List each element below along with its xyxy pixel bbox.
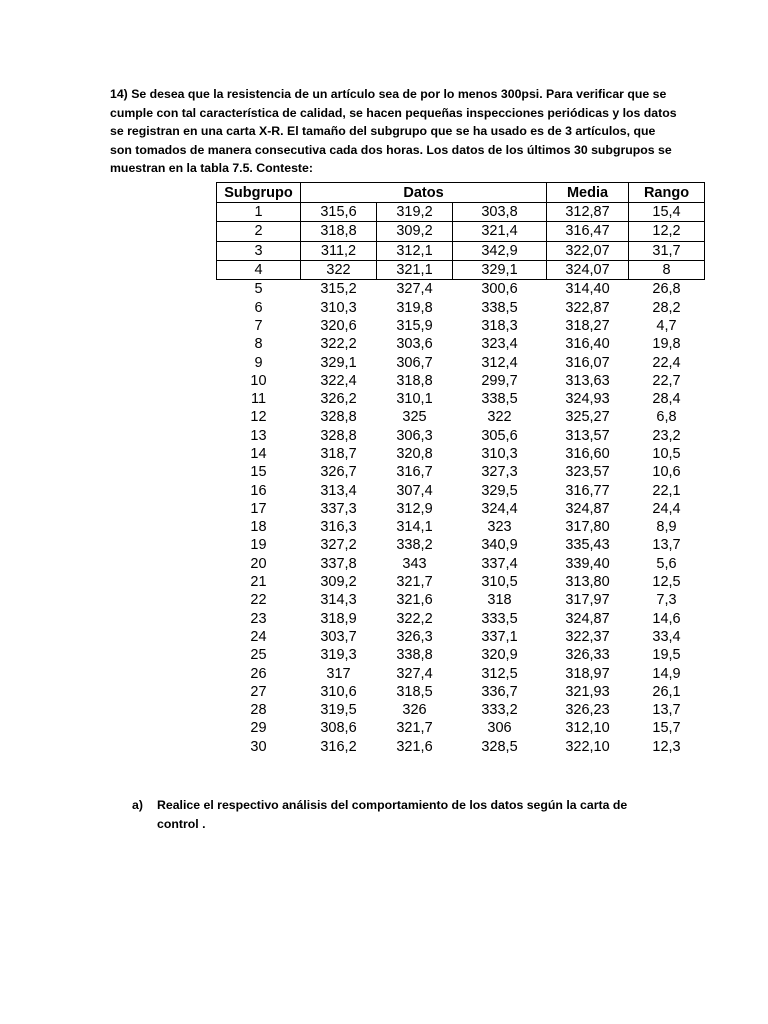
cell-value-1: 316,3 xyxy=(320,519,357,536)
cell-subgroup: 29 xyxy=(250,720,267,737)
cell-value-2: 306,3 xyxy=(396,427,433,444)
header-subgroup: Subgrupo xyxy=(217,183,301,203)
cell-subgroup: 22 xyxy=(250,592,267,609)
cell-subgroup: 18 xyxy=(250,519,267,536)
cell-mean: 322,10 xyxy=(565,738,610,755)
cell-range: 14,6 xyxy=(652,610,681,627)
cell-mean: 316,77 xyxy=(565,482,610,499)
cell-mean: 324,93 xyxy=(565,391,610,408)
cell-subgroup: 27 xyxy=(250,683,267,700)
cell-mean: 326,33 xyxy=(565,647,610,664)
table-row xyxy=(217,203,705,222)
cell-value-1: 328,8 xyxy=(320,409,357,426)
cell-value-3: 327,3 xyxy=(481,464,518,481)
cell-subgroup: 16 xyxy=(250,482,267,499)
cell-value-2: 338,8 xyxy=(396,647,433,664)
table-row xyxy=(217,260,705,279)
table-row xyxy=(217,500,705,518)
cell-value-1: 326,7 xyxy=(320,464,357,481)
cell-range: 31,7 xyxy=(629,241,705,260)
cell-value-2: 319,2 xyxy=(377,203,453,222)
cell-value-1: 314,3 xyxy=(320,592,357,609)
cell-value-1: 322,4 xyxy=(320,372,357,389)
cell-value-3: 337,1 xyxy=(481,628,518,645)
cell-value-3: 333,5 xyxy=(481,610,518,627)
cell-value-2: 307,4 xyxy=(396,482,433,499)
table-header-row xyxy=(217,183,705,203)
cell-range: 22,4 xyxy=(652,354,681,371)
table-row xyxy=(217,646,705,664)
cell-mean: 322,07 xyxy=(547,241,629,260)
table-row xyxy=(217,719,705,737)
cell-value-1: 322 xyxy=(301,260,377,279)
cell-value-2: 326 xyxy=(402,702,427,719)
cell-mean: 335,43 xyxy=(565,537,610,554)
cell-range: 22,7 xyxy=(652,372,681,389)
cell-value-1: 320,6 xyxy=(320,317,357,334)
cell-subgroup: 17 xyxy=(250,500,267,517)
cell-value-2: 326,3 xyxy=(396,628,433,645)
cell-value-1: 316,2 xyxy=(320,738,357,755)
cell-value-3: 342,9 xyxy=(453,241,547,260)
cell-value-2: 318,8 xyxy=(396,372,433,389)
cell-subgroup: 14 xyxy=(250,446,267,462)
cell-subgroup: 6 xyxy=(254,299,263,316)
table-row xyxy=(217,390,705,408)
cell-value-3: 328,5 xyxy=(481,738,518,755)
cell-range: 8,9 xyxy=(656,519,677,536)
cell-value-2: 303,6 xyxy=(396,336,433,353)
cell-range: 22,1 xyxy=(652,482,681,499)
cell-subgroup: 10 xyxy=(250,372,267,389)
table-row xyxy=(217,280,705,299)
cell-subgroup: 19 xyxy=(250,537,267,554)
cell-range: 10,5 xyxy=(652,446,681,462)
table-row xyxy=(217,317,705,335)
cell-value-2: 310,1 xyxy=(396,391,433,408)
cell-value-2: 327,4 xyxy=(396,665,433,682)
cell-range: 13,7 xyxy=(652,702,681,719)
cell-value-3: 333,2 xyxy=(481,702,518,719)
cell-value-3: 329,5 xyxy=(481,482,518,499)
problem-line: son tomados de manera consecutiva cada dos horas. Los datos de los últimos 30 subgrupos se xyxy=(110,142,672,157)
table-row xyxy=(217,738,705,756)
cell-value-3: 305,6 xyxy=(481,427,518,444)
cell-value-2: 306,7 xyxy=(396,354,433,371)
cell-mean: 324,07 xyxy=(547,260,629,279)
cell-value-1: 309,2 xyxy=(320,574,357,591)
cell-range: 13,7 xyxy=(652,537,681,554)
table-row xyxy=(217,555,705,573)
cell-value-3: 303,8 xyxy=(453,203,547,222)
cell-value-2: 321,1 xyxy=(377,260,453,279)
cell-range: 19,5 xyxy=(652,647,681,664)
cell-mean: 313,80 xyxy=(565,574,610,591)
problem-line: cumple con tal característica de calidad, se hacen pequeñas inspecciones periódicas y los datos xyxy=(110,105,677,120)
table-row xyxy=(217,241,705,260)
cell-mean: 312,87 xyxy=(547,203,629,222)
table-row xyxy=(217,683,705,701)
cell-value-1: 319,3 xyxy=(320,647,357,664)
cell-value-1: 318,7 xyxy=(320,446,357,462)
cell-range: 4,7 xyxy=(656,317,677,334)
cell-value-3: 312,5 xyxy=(481,665,518,682)
cell-range: 26,8 xyxy=(652,281,681,298)
cell-value-2: 321,6 xyxy=(396,738,433,755)
cell-subgroup: 11 xyxy=(250,391,267,408)
cell-mean: 312,10 xyxy=(565,720,610,737)
table-body xyxy=(217,203,705,756)
cell-subgroup: 30 xyxy=(250,738,267,755)
cell-range: 14,9 xyxy=(652,665,681,682)
table-row xyxy=(217,573,705,591)
cell-value-3: 300,6 xyxy=(481,281,518,298)
cell-value-1: 337,8 xyxy=(320,555,357,572)
cell-mean: 324,87 xyxy=(565,500,610,517)
table-row xyxy=(217,701,705,719)
cell-mean: 316,40 xyxy=(565,336,610,353)
cell-value-3: 338,5 xyxy=(481,299,518,316)
cell-mean: 323,57 xyxy=(565,464,610,481)
table-row xyxy=(217,222,705,241)
cell-value-3: 323,4 xyxy=(481,336,518,353)
cell-value-2: 314,1 xyxy=(396,519,433,536)
cell-subgroup: 15 xyxy=(250,464,267,481)
cell-range: 33,4 xyxy=(652,628,681,645)
cell-range: 12,5 xyxy=(652,574,681,591)
cell-range: 26,1 xyxy=(652,683,681,700)
table-row xyxy=(217,408,705,426)
cell-value-2: 319,8 xyxy=(396,299,433,316)
cell-subgroup: 8 xyxy=(254,336,263,353)
table-row xyxy=(217,298,705,316)
cell-subgroup: 28 xyxy=(250,702,267,719)
cell-range: 23,2 xyxy=(652,427,681,444)
cell-value-2: 343 xyxy=(402,555,427,572)
cell-value-1: 310,3 xyxy=(320,299,357,316)
cell-value-3: 338,5 xyxy=(481,391,518,408)
cell-mean: 316,07 xyxy=(565,354,610,371)
cell-value-1: 319,5 xyxy=(320,702,357,719)
cell-value-2: 321,6 xyxy=(396,592,433,609)
cell-value-1: 329,1 xyxy=(320,354,357,371)
cell-value-1: 315,6 xyxy=(301,203,377,222)
cell-value-1: 315,2 xyxy=(320,281,357,298)
cell-value-2: 315,9 xyxy=(396,317,433,334)
cell-range: 12,2 xyxy=(629,222,705,241)
table-row xyxy=(217,610,705,628)
cell-subgroup: 2 xyxy=(217,222,301,241)
question-line: control . xyxy=(157,817,206,831)
cell-value-2: 320,8 xyxy=(396,446,433,462)
cell-value-3: 318,3 xyxy=(481,317,518,334)
table-row xyxy=(217,481,705,499)
cell-value-1: 318,8 xyxy=(301,222,377,241)
cell-value-2: 322,2 xyxy=(396,610,433,627)
table-row xyxy=(217,463,705,481)
cell-mean: 318,27 xyxy=(565,317,610,334)
table-row xyxy=(217,445,705,463)
problem-line: se registran en una carta X-R. El tamaño del subgrupo que se ha usado es de 3 artículos, que xyxy=(110,124,656,139)
header-range: Rango xyxy=(629,183,705,203)
cell-subgroup: 24 xyxy=(250,628,267,645)
cell-value-2: 316,7 xyxy=(396,464,433,481)
table-row xyxy=(217,335,705,353)
cell-subgroup: 9 xyxy=(254,354,263,371)
cell-value-3: 321,4 xyxy=(453,222,547,241)
cell-range: 6,8 xyxy=(656,409,677,426)
cell-subgroup: 1 xyxy=(217,203,301,222)
cell-range: 28,2 xyxy=(652,299,681,316)
cell-value-2: 312,1 xyxy=(377,241,453,260)
table-row xyxy=(217,353,705,371)
cell-value-2: 327,4 xyxy=(396,281,433,298)
cell-mean: 322,87 xyxy=(565,299,610,316)
cell-range: 10,6 xyxy=(652,464,681,481)
cell-range: 24,4 xyxy=(652,500,681,517)
cell-range: 15,7 xyxy=(652,720,681,737)
problem-line: 14) Se desea que la resistencia de un artículo sea de por lo menos 300psi. Para verificar que se xyxy=(110,87,667,101)
cell-value-3: 306 xyxy=(487,720,512,737)
cell-value-1: 328,8 xyxy=(320,427,357,444)
cell-mean: 321,93 xyxy=(565,683,610,700)
cell-subgroup: 3 xyxy=(217,241,301,260)
table-row xyxy=(217,628,705,646)
cell-subgroup: 4 xyxy=(217,260,301,279)
cell-subgroup: 21 xyxy=(250,574,267,591)
question-line: Realice el respectivo análisis del comportamiento de los datos según la carta de xyxy=(157,798,628,812)
cell-value-1: 318,9 xyxy=(320,610,357,627)
cell-value-2: 318,5 xyxy=(396,683,433,700)
table-row xyxy=(217,664,705,682)
cell-value-1: 310,6 xyxy=(320,683,357,700)
cell-value-3: 310,5 xyxy=(481,574,518,591)
cell-value-1: 313,4 xyxy=(320,482,357,499)
cell-value-2: 321,7 xyxy=(396,574,433,591)
cell-value-3: 323 xyxy=(487,519,512,536)
cell-value-3: 318 xyxy=(487,592,512,609)
cell-value-2: 312,9 xyxy=(396,500,433,517)
cell-mean: 314,40 xyxy=(565,281,610,298)
header-mean: Media xyxy=(547,183,629,203)
cell-value-1: 327,2 xyxy=(320,537,357,554)
data-table xyxy=(216,182,705,756)
cell-subgroup: 13 xyxy=(250,427,267,444)
cell-range: 19,8 xyxy=(652,336,681,353)
cell-value-2: 309,2 xyxy=(377,222,453,241)
cell-value-3: 340,9 xyxy=(481,537,518,554)
cell-value-1: 311,2 xyxy=(301,241,377,260)
cell-subgroup: 26 xyxy=(250,665,267,682)
cell-mean: 318,97 xyxy=(565,665,610,682)
cell-range: 28,4 xyxy=(652,391,681,408)
cell-range: 15,4 xyxy=(629,203,705,222)
cell-mean: 317,80 xyxy=(565,519,610,536)
cell-mean: 324,87 xyxy=(565,610,610,627)
cell-value-1: 317 xyxy=(326,665,351,682)
cell-mean: 316,47 xyxy=(547,222,629,241)
cell-value-2: 325 xyxy=(402,409,427,426)
cell-value-3: 324,4 xyxy=(481,500,518,517)
table-row xyxy=(217,518,705,536)
cell-subgroup: 25 xyxy=(250,647,267,664)
cell-subgroup: 12 xyxy=(250,409,267,426)
cell-subgroup: 7 xyxy=(254,317,263,334)
table-row xyxy=(217,591,705,609)
cell-value-1: 326,2 xyxy=(320,391,357,408)
cell-mean: 313,57 xyxy=(565,427,610,444)
table-row xyxy=(217,372,705,390)
cell-range: 8 xyxy=(629,260,705,279)
header-data: Datos xyxy=(301,183,547,203)
cell-subgroup: 5 xyxy=(254,281,263,298)
cell-mean: 313,63 xyxy=(565,372,610,389)
cell-subgroup: 23 xyxy=(250,610,267,627)
cell-mean: 317,97 xyxy=(565,592,610,609)
table-row xyxy=(217,536,705,554)
cell-mean: 339,40 xyxy=(565,555,610,572)
problem-line: muestran en la tabla 7.5. Conteste: xyxy=(110,161,313,176)
cell-range: 7,3 xyxy=(656,592,677,609)
problem-statement xyxy=(110,85,677,178)
cell-value-1: 308,6 xyxy=(320,720,357,737)
cell-value-1: 322,2 xyxy=(320,336,357,353)
cell-value-3: 336,7 xyxy=(481,683,518,700)
cell-mean: 316,60 xyxy=(565,446,610,462)
cell-range: 12,3 xyxy=(652,738,681,755)
cell-value-3: 299,7 xyxy=(481,372,518,389)
cell-value-1: 303,7 xyxy=(320,628,357,645)
question-label: a) xyxy=(132,798,143,812)
table-row xyxy=(217,427,705,445)
cell-mean: 325,27 xyxy=(565,409,610,426)
cell-value-3: 337,4 xyxy=(481,555,518,572)
cell-value-3: 329,1 xyxy=(453,260,547,279)
question-a xyxy=(132,796,652,834)
cell-value-3: 312,4 xyxy=(481,354,518,371)
cell-subgroup: 20 xyxy=(250,555,267,572)
cell-value-3: 310,3 xyxy=(481,446,518,462)
cell-value-2: 338,2 xyxy=(396,537,433,554)
cell-mean: 322,37 xyxy=(565,628,610,645)
cell-mean: 326,23 xyxy=(565,702,610,719)
cell-value-3: 320,9 xyxy=(481,647,518,664)
cell-value-3: 322 xyxy=(487,409,512,426)
cell-value-1: 337,3 xyxy=(320,500,357,517)
cell-range: 5,6 xyxy=(656,555,677,572)
cell-value-2: 321,7 xyxy=(396,720,433,737)
